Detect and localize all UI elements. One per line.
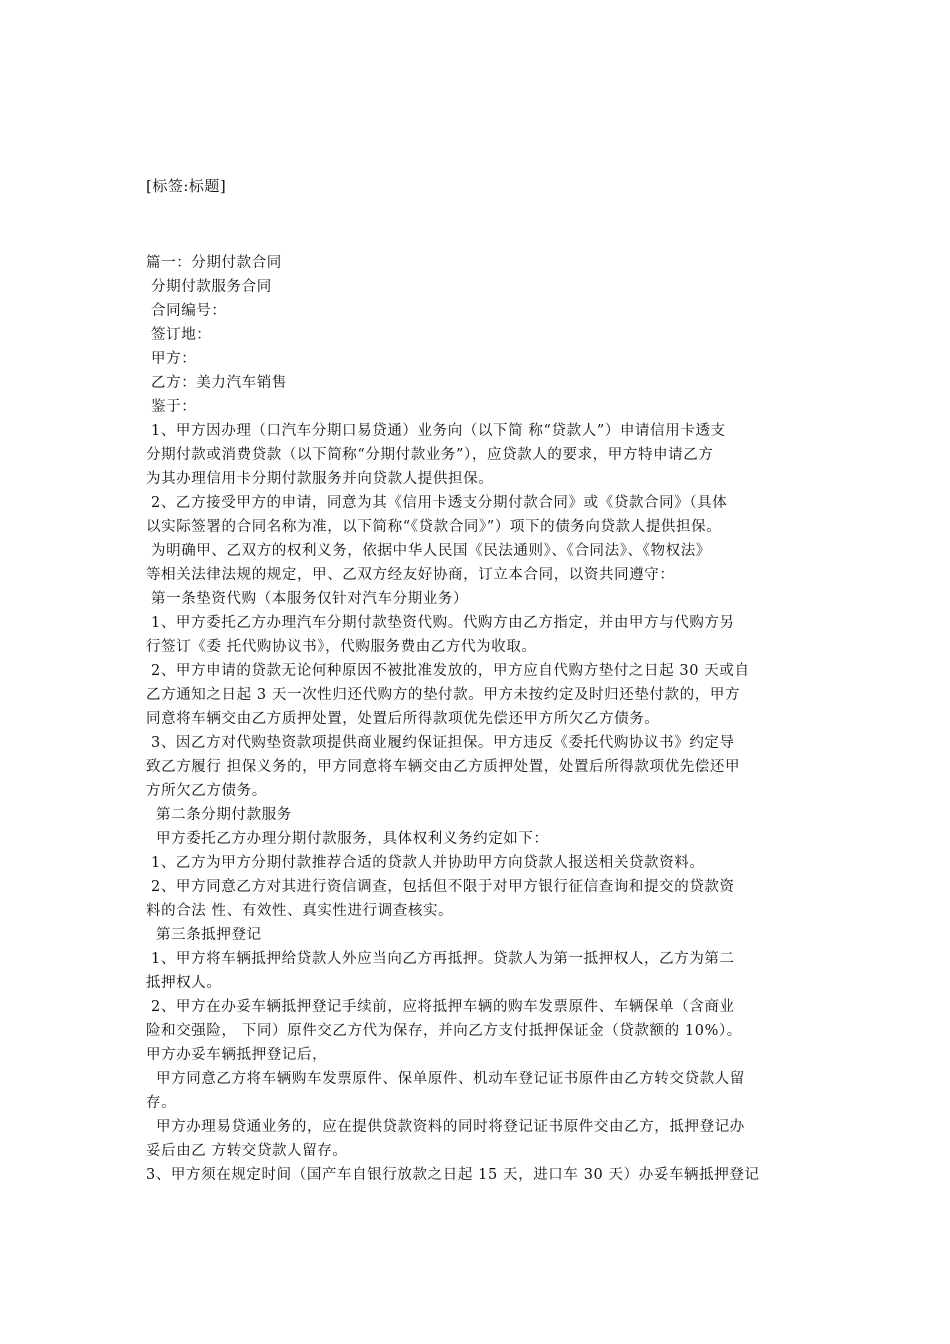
document-line: 第一条垫资代购（本服务仅针对汽车分期业务） [151, 591, 469, 607]
document-line: 第二条分期付款服务 [156, 807, 292, 823]
document-line: 行签订《委 托代购协议书》，代购服务费由乙方代为收取。 [146, 639, 537, 655]
document-line: 抵押权人。 [146, 975, 222, 991]
document-line: 篇一：分期付款合同 [146, 255, 282, 271]
document-line: 2、甲方同意乙方对其进行资信调查，包括但不限于对甲方银行征信查询和提交的贷款资 [151, 879, 735, 895]
document-line: 1、乙方为甲方分期付款推荐合适的贷款人并协助甲方向贷款人报送相关贷款资料。 [151, 855, 705, 871]
document-line: 为明确甲、乙双方的权利义务，依据中华人民国《民法通则》、《合同法》、《物权法》 [151, 543, 711, 559]
document-line: 签订地： [151, 327, 212, 343]
document-line: 致乙方履行 担保义务的，甲方同意将车辆交由乙方质押处置，处置后所得款项优先偿还甲 [146, 759, 741, 775]
document-line: 分期付款服务合同 [151, 279, 272, 295]
document-line: 3、因乙方对代购垫资款项提供商业履约保证担保。甲方违反《委托代购协议书》约定导 [151, 735, 735, 751]
document-line: 险和交强险， 下同）原件交乙方代为保存，并向乙方支付抵押保证金（贷款额的 10%）。 [146, 1023, 742, 1039]
document-line: 甲方委托乙方办理分期付款服务，具体权利义务约定如下： [156, 831, 549, 847]
document-body [146, 251, 810, 1187]
document-line: 乙方：美力汽车销售 [151, 375, 287, 391]
document-line: 等相关法律法规的规定，甲、乙双方经友好协商，订立本合同，以资共同遵守： [146, 567, 675, 583]
document-line: 妥后由乙 方转交贷款人留存。 [146, 1143, 348, 1159]
document-line: 1、甲方委托乙方办理汽车分期付款垫资代购。代购方由乙方指定，并由甲方与代购方另 [151, 615, 735, 631]
document-line: 甲方办妥车辆抵押登记后， [146, 1047, 328, 1063]
document-line: 乙方通知之日起 3 天一次性归还代购方的垫付款。甲方未按约定及时归还垫付款的，甲方 [146, 687, 741, 703]
document-line: 存。 [146, 1095, 177, 1111]
document-line: 分期付款或消费贷款（以下简称“分期付款业务”），应贷款人的要求，甲方特申请乙方 [146, 447, 714, 463]
document-line: 2、甲方申请的贷款无论何种原因不被批准发放的，甲方应自代购方垫付之日起 30 天或自 [151, 663, 750, 679]
document-line: 甲方同意乙方将车辆购车发票原件、保单原件、机动车登记证书原件由乙方转交贷款人留 [156, 1071, 745, 1087]
document-line: 料的合法 性、有效性、真实性进行调查核实。 [146, 903, 454, 919]
document-line: 同意将车辆交由乙方质押处置，处置后所得款项优先偿还甲方所欠乙方债务。 [146, 711, 660, 727]
document-line: 甲方办理易贷通业务的，应在提供贷款资料的同时将登记证书原件交由乙方，抵押登记办 [156, 1119, 745, 1135]
document-line: 为其办理信用卡分期付款服务并向贷款人提供担保。 [146, 471, 494, 487]
document-line: 鉴于： [151, 399, 197, 415]
document-line: 2、甲方在办妥车辆抵押登记手续前，应将抵押车辆的购车发票原件、车辆保单（含商业 [151, 999, 735, 1015]
document-line: 甲方： [151, 351, 197, 367]
document-line: 以实际签署的合同名称为准，以下简称“《贷款合同》”）项下的债务向贷款人提供担保。 [146, 519, 722, 535]
document-line: 1、甲方将车辆抵押给贷款人外应当向乙方再抵押。贷款人为第一抵押权人，乙方为第二 [151, 951, 735, 967]
document-line: 合同编号： [151, 303, 227, 319]
document-line: 第三条抵押登记 [156, 927, 262, 943]
document-tag: [标签:标题] [146, 177, 227, 195]
document-line: 3、甲方须在规定时间（国产车自银行放款之日起 15 天，进口车 30 天）办妥车辆抵押登记 [146, 1167, 760, 1183]
document-line: 方所欠乙方债务。 [146, 783, 267, 799]
document-line: 1、甲方因办理（口汽车分期口易贷通）业务向（以下简 称“贷款人”）申请信用卡透支 [151, 423, 726, 439]
document-line: 2、乙方接受甲方的申请，同意为其《信用卡透支分期付款合同》或《贷款合同》（具体 [151, 495, 728, 511]
